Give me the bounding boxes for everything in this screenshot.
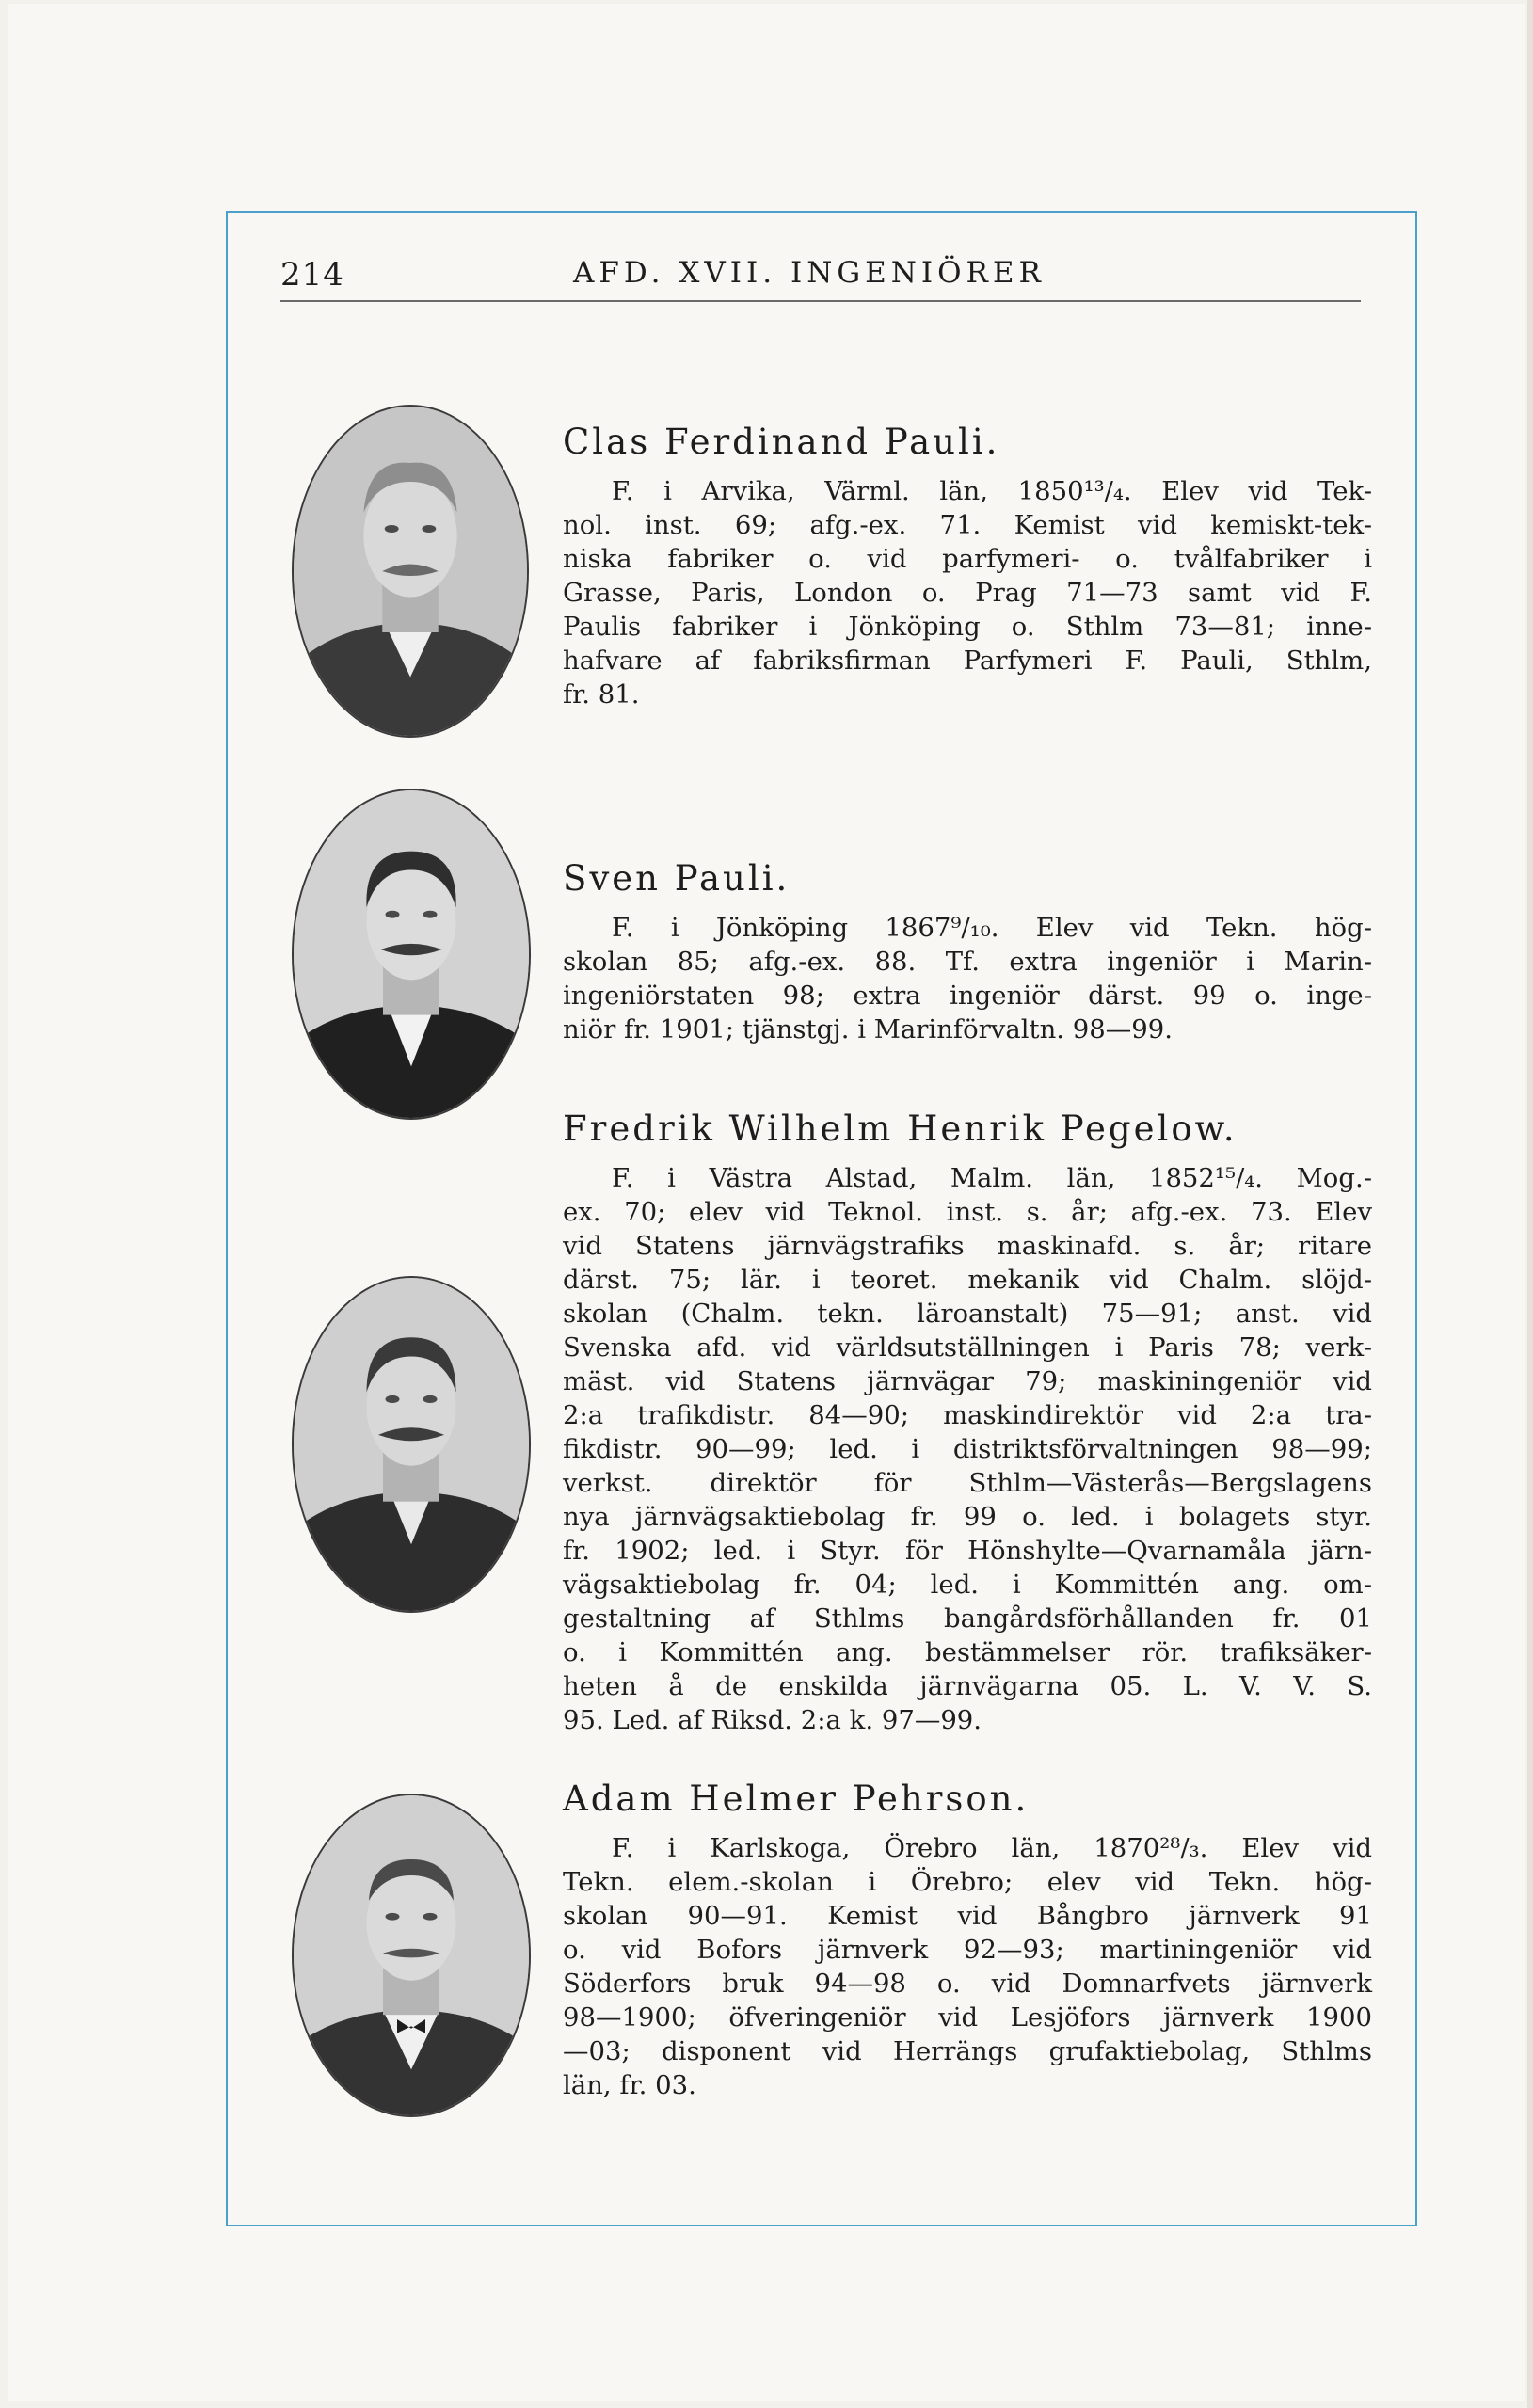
entry-line: skolan 85; afg.-ex. 88. Tf. extra ingeniör i Marin- — [563, 947, 1372, 977]
entry-line: gestaltning af Sthlms bangårdsförhållanden fr. 01 — [563, 1603, 1372, 1634]
portrait-photo — [292, 1276, 531, 1613]
entry-line: fr. 1902; led. i Styr. för Hönshylte—Qvarnamåla järn- — [563, 1536, 1372, 1566]
entry-line: heten å de enskilda järnvägarna 05. L. V. V. S. — [563, 1671, 1372, 1701]
entry-line: niör fr. 1901; tjänstgj. i Marinförvaltn. 98—99. — [563, 1014, 1174, 1045]
entry-line: fikdistr. 90—99; led. i distriktsförvaltningen 98—99; — [563, 1434, 1372, 1464]
entry-line: o. vid Bofors järnverk 92—93; martiningeniör vid — [563, 1935, 1372, 1965]
portrait-photo — [292, 1794, 531, 2117]
portrait-photo — [292, 405, 529, 738]
entry-line: —03; disponent vid Herrängs grufaktiebolag, Sthlms — [563, 2036, 1372, 2066]
entry-line: verkst. direktör för Sthlm—Västerås—Bergslagens — [563, 1468, 1372, 1498]
entry-line: 98—1900; öfveringeniör vid Lesjöfors järnverk 1900 — [563, 2002, 1372, 2033]
entry-line: ex. 70; elev vid Teknol. inst. s. år; afg.-ex. 73. Elev — [563, 1197, 1372, 1227]
entry-line: o. i Kommittén ang. bestämmelser rör. trafiksäker- — [563, 1637, 1372, 1667]
page-number: 214 — [280, 256, 344, 294]
entry-line: vid Statens järnvägstrafiks maskinafd. s. år; ritare — [563, 1231, 1372, 1261]
entry-line: Svenska afd. vid världsutställningen i Paris 78; verk- — [563, 1332, 1372, 1363]
entry-line: F. i Arvika, Värml. län, 1850¹³/₄. Elev vid Tek- — [612, 476, 1372, 506]
entry-line: fr. 81. — [563, 679, 640, 710]
header-rule — [280, 300, 1361, 302]
person-name: Sven Pauli. — [563, 858, 790, 899]
running-head: AFD. XVII. INGENIÖRER — [573, 256, 1046, 290]
biography-entry — [563, 422, 1372, 711]
entry-line: niska fabriker o. vid parfymeri- o. tvålfabriker i — [563, 544, 1372, 574]
entry-line: skolan 90—91. Kemist vid Bångbro järnverk 91 — [563, 1901, 1372, 1931]
entry-line: län, fr. 03. — [563, 2070, 696, 2100]
portrait-photo — [292, 789, 531, 1120]
person-name: Adam Helmer Pehrson. — [563, 1778, 1030, 1819]
entry-line: hafvare af fabriksfirman Parfymeri F. Pauli, Sthlm, — [563, 646, 1372, 676]
page-header — [280, 256, 1361, 299]
biography-entry — [563, 1108, 1372, 1737]
entry-line: mäst. vid Statens järnvägar 79; maskiningeniör vid — [563, 1366, 1372, 1396]
page-edge — [1527, 0, 1533, 2408]
entry-line: därst. 75; lär. i teoret. mekanik vid Chalm. slöjd- — [563, 1265, 1372, 1295]
entry-line: vägsaktiebolag fr. 04; led. i Kommittén ang. om- — [563, 1570, 1372, 1600]
entry-line: Paulis fabriker i Jönköping o. Sthlm 73—81; inne- — [563, 612, 1372, 642]
entry-line: F. i Karlskoga, Örebro län, 1870²⁸/₃. Elev vid — [612, 1833, 1372, 1863]
entry-line: ingeniörstaten 98; extra ingeniör därst. 99 o. inge- — [563, 981, 1372, 1011]
entry-line: nol. inst. 69; afg.-ex. 71. Kemist vid kemiskt-tek- — [563, 510, 1372, 540]
person-name: Fredrik Wilhelm Henrik Pegelow. — [563, 1108, 1238, 1149]
biography-entry — [563, 1778, 1372, 2102]
biography-entry — [563, 858, 1372, 1046]
entry-line: 2:a trafikdistr. 84—90; maskindirektör vid 2:a tra- — [563, 1400, 1372, 1430]
entry-line: Söderfors bruk 94—98 o. vid Domnarfvets järnverk — [563, 1969, 1372, 1999]
entry-line: 95. Led. af Riksd. 2:a k. 97—99. — [563, 1705, 982, 1735]
person-name: Clas Ferdinand Pauli. — [563, 422, 1000, 462]
entry-line: Grasse, Paris, London o. Prag 71—73 samt vid F. — [563, 578, 1372, 608]
entry-line: F. i Västra Alstad, Malm. län, 1852¹⁵/₄. Mog.- — [612, 1163, 1372, 1193]
entry-line: F. i Jönköping 1867⁹/₁₀. Elev vid Tekn. hög- — [612, 913, 1372, 943]
entry-line: Tekn. elem.-skolan i Örebro; elev vid Tekn. hög- — [563, 1867, 1372, 1897]
entry-line: skolan (Chalm. tekn. läroanstalt) 75—91; anst. vid — [563, 1299, 1372, 1329]
entry-line: nya järnvägsaktiebolag fr. 99 o. led. i bolagets styr. — [563, 1502, 1372, 1532]
